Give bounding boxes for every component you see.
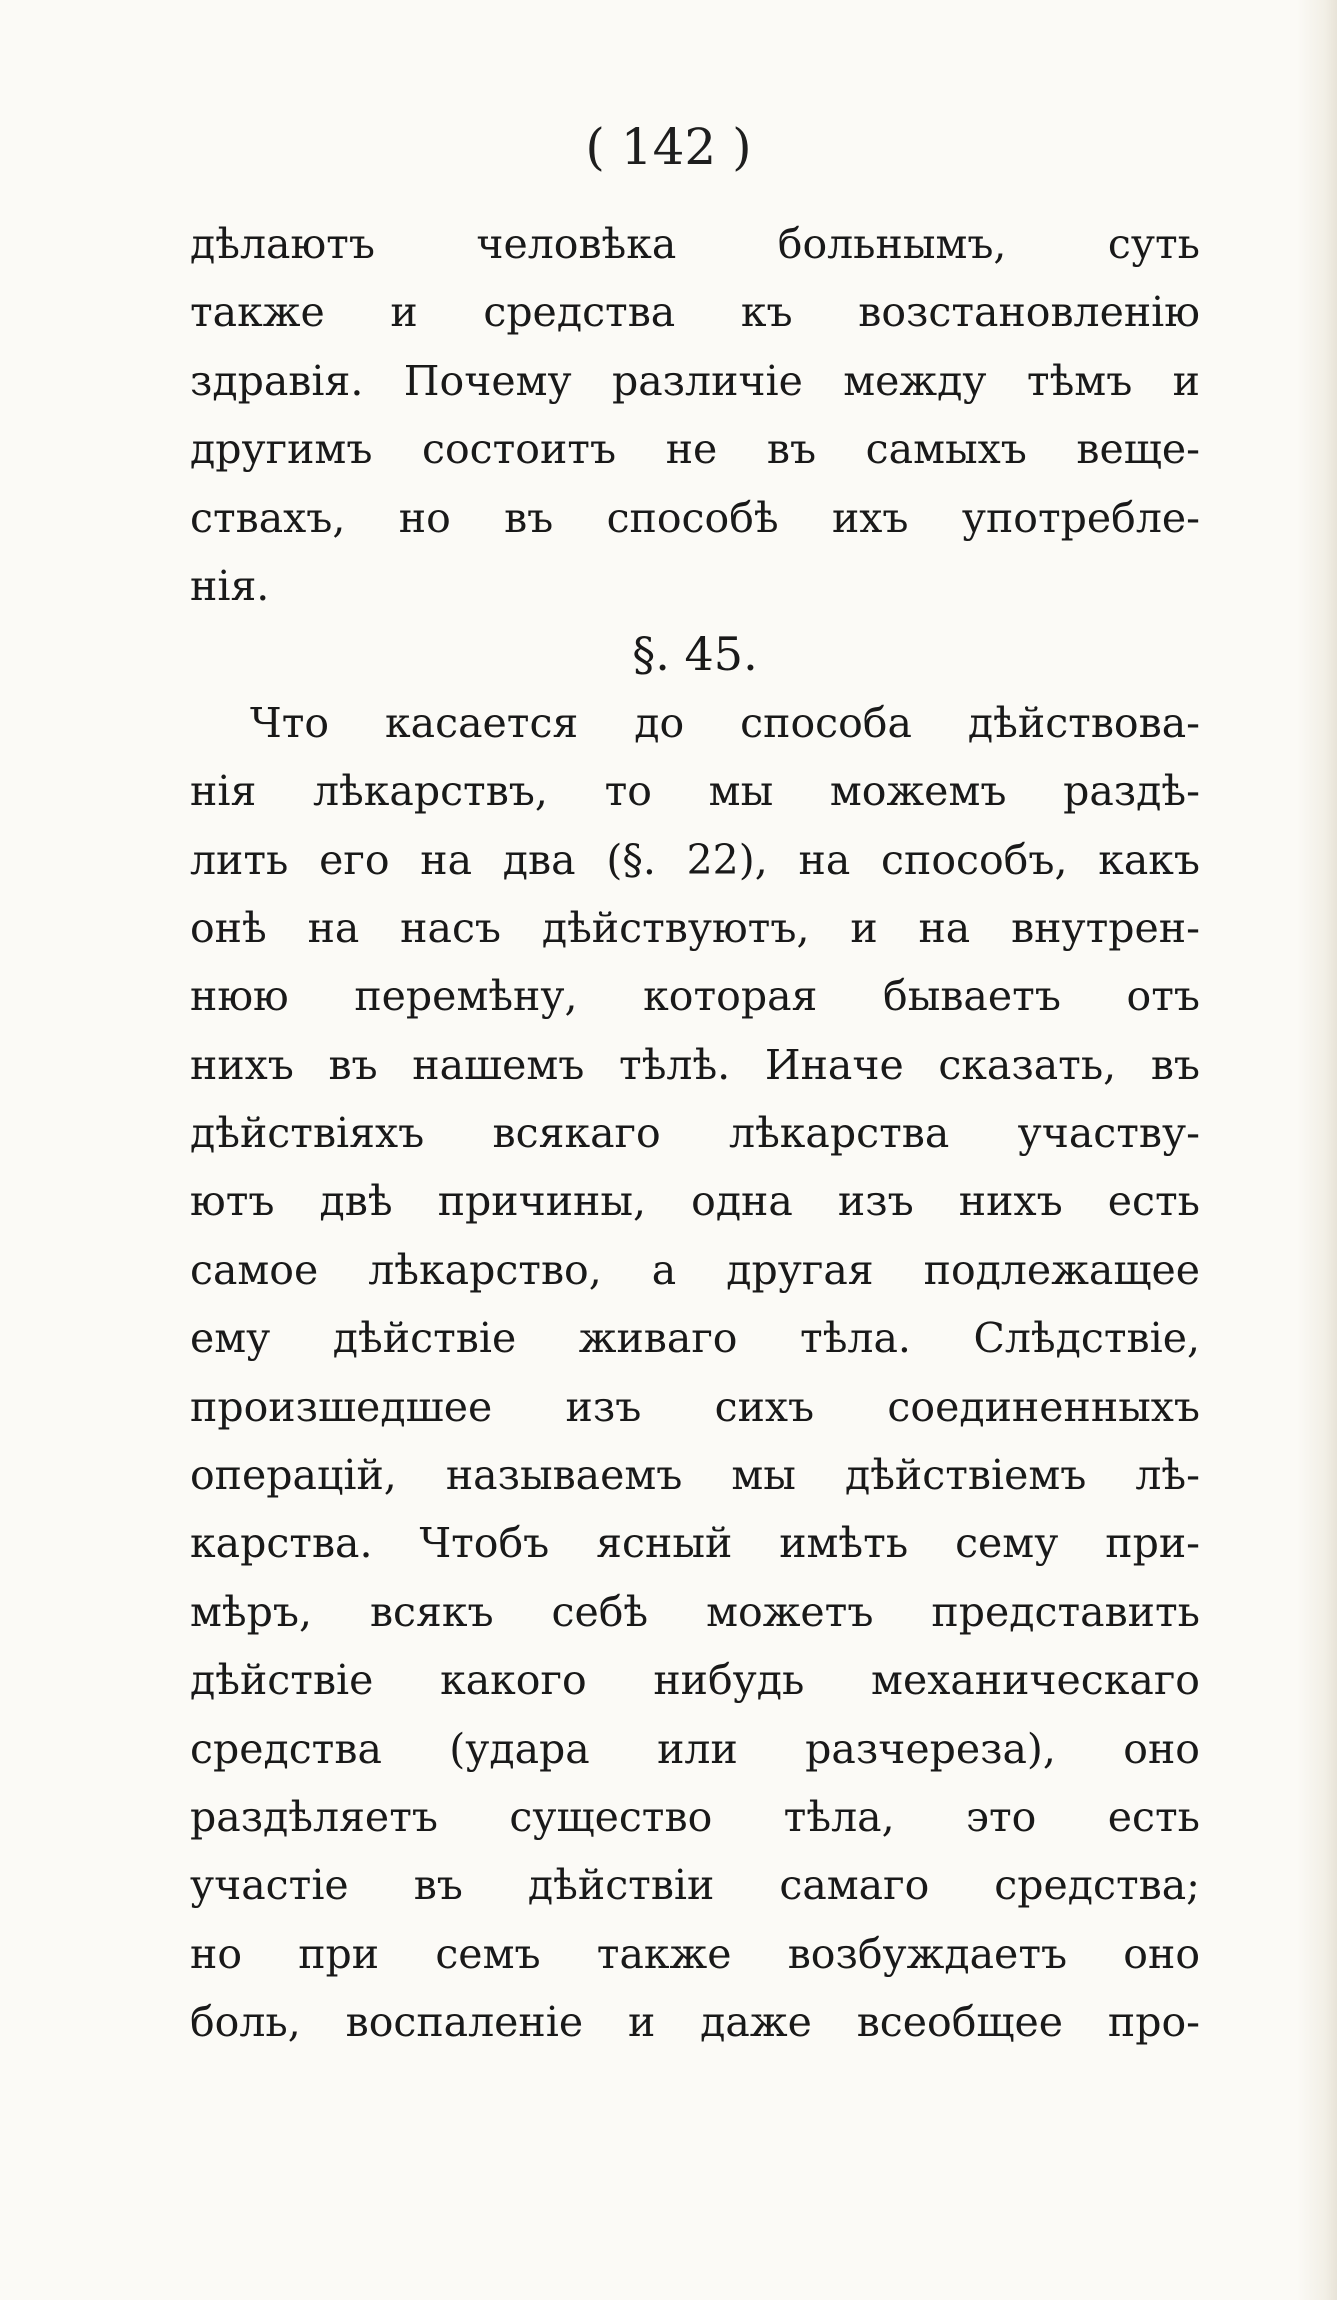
text-line: также и средства къ возстановленію xyxy=(190,288,1200,337)
text-line: другимъ состоитъ не въ самыхъ веще- xyxy=(190,425,1200,474)
text-line: дѣйствіяхъ всякаго лѣкарства участву- xyxy=(190,1109,1200,1158)
text-line: мѣръ, всякъ себѣ можетъ представить xyxy=(190,1587,1200,1636)
text-line: онѣ на насъ дѣйствуютъ, и на внутрен- xyxy=(190,903,1200,952)
paragraph-1 xyxy=(190,210,1200,620)
text-line: боль, воспаленіе и даже всеобщее про- xyxy=(190,1998,1200,2047)
text-line: ютъ двѣ причины, одна изъ нихъ есть xyxy=(190,1177,1200,1226)
paragraph-2 xyxy=(190,689,1200,2057)
text-line: операцій, называемъ мы дѣйствіемъ лѣ- xyxy=(190,1451,1200,1500)
text-line: дѣлаютъ человѣка больнымъ, суть xyxy=(190,220,1200,268)
text-line: Что касается до способа дѣйствова- xyxy=(250,698,1200,747)
text-line: здравія. Почему различіе между тѣмъ и xyxy=(190,356,1200,405)
text-line: дѣйствіе какого нибудь механическаго xyxy=(190,1656,1200,1705)
text-line: лить его на два (§. 22), на способъ, какъ xyxy=(190,835,1200,884)
page-number: ( 142 ) xyxy=(585,118,752,176)
text-line: но при семъ также возбуждаетъ оно xyxy=(190,1929,1200,1978)
text-line: нія лѣкарствъ, то мы можемъ раздѣ- xyxy=(190,767,1200,816)
text-line: произшедшее изъ сихъ соединенныхъ xyxy=(190,1382,1200,1431)
text-line: средства (удара или разчереза), оно xyxy=(190,1724,1200,1773)
section-heading: §. 45. xyxy=(632,627,758,682)
text-line: карства. Чтобъ ясный имѣть сему при- xyxy=(190,1519,1200,1568)
page-edge-shadow xyxy=(1297,0,1337,2300)
text-line: раздѣляетъ существо тѣла, это есть xyxy=(190,1792,1200,1841)
text-line: нихъ въ нашемъ тѣлѣ. Иначе сказать, въ xyxy=(190,1040,1200,1089)
text-line: участіе въ дѣйствіи самаго средства; xyxy=(190,1861,1200,1910)
text-line: ему дѣйствіе живаго тѣла. Слѣдствіе, xyxy=(190,1314,1200,1363)
page-text xyxy=(190,210,1200,2057)
text-line: нюю перемѣну, которая бываетъ отъ xyxy=(190,972,1200,1021)
text-line: нія. xyxy=(190,561,270,610)
text-line: ствахъ, но въ способѣ ихъ употребле- xyxy=(190,493,1200,542)
text-line: самое лѣкарство, а другая подлежащее xyxy=(190,1245,1200,1294)
